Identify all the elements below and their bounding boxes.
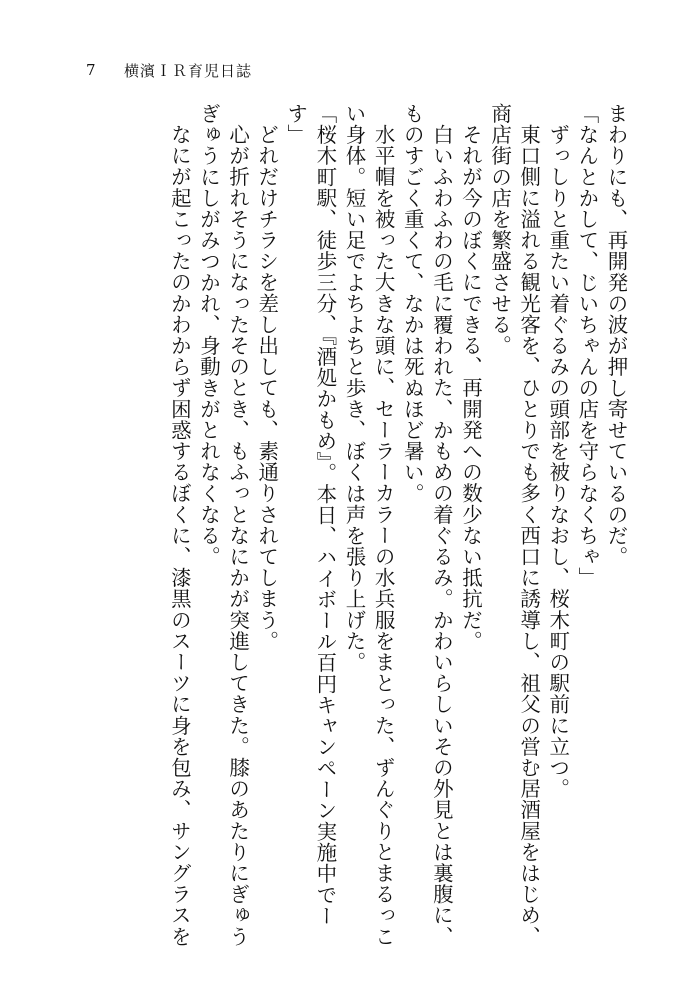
dialogue-line-2: 「桜木町駅、徒歩三分、『酒処かもめ』。本日、ハイボール百円キャンペーン実施中でーす」	[283, 103, 337, 927]
paragraph-10: 心が折れそうになったそのとき、もふっとなにかが突進してきた。膝のあたりにぎゅうぎゅうにしがみつかれ、身動きがとれなくなる。	[196, 103, 250, 947]
paragraph-3: ずっしりと重たい着ぐるみの頭部を被りなおし、桜木町の駅前に立つ。	[545, 123, 570, 799]
paragraph-1: まわりにも、再開発の波が押し寄せているのだ。	[604, 103, 628, 568]
paragraph-7: 水平帽を被った大きな頭に、セーラーカラーの水兵服をまとった、ずんぐりとまるっこい身体。短い足でよちよちと歩き、ぼくは声を張り上げた。	[342, 103, 396, 947]
paragraph-9: どれだけチラシを差し出しても、素通りされてしまう。	[254, 123, 279, 651]
paragraph-11: なにが起こったのかわからず困惑するぼくに、漆黒のスーツに身を包み、サングラスを	[167, 123, 192, 947]
page-number: 7	[86, 61, 96, 79]
dialogue-line-1: 「なんとかして、じいちゃんの店を守らなくちゃ」	[574, 103, 599, 589]
paragraph-6: 白いふわふわの毛に覆われた、かもめの着ぐるみ。かわいらしいその外見とは裏腹に、ものすごく重くて、なかは死ぬほど暑い。	[400, 103, 454, 947]
paragraph-4: 東口側に溢れる観光客を、ひとりでも多く西口に誘導し、祖父の営む居酒屋をはじめ、商店街の店を繁盛させる。	[487, 103, 541, 947]
paragraph-5: それが今のぼくにできる、再開発への数少ない抵抗だ。	[458, 123, 483, 651]
running-header	[86, 58, 252, 82]
running-title: 横濱ＩＲ育児日誌	[124, 61, 253, 80]
vertical-body-text	[164, 103, 630, 948]
